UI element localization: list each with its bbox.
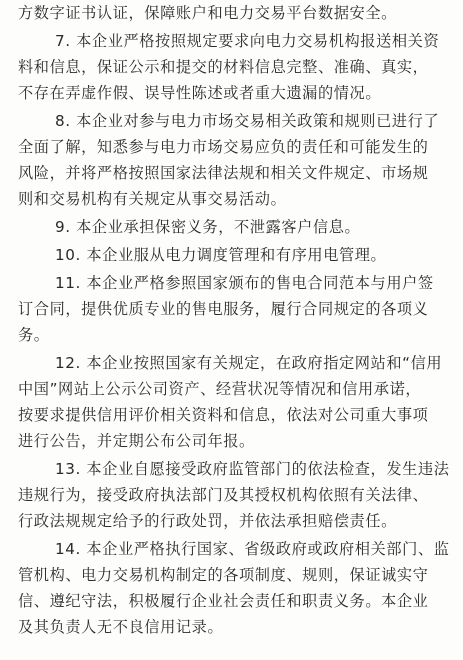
text-line: 则和交易机构有关规定从事交易活动。 (18, 190, 287, 208)
text-line: 方数字证书认证，保障账户和电力交易平台数据安全。 (18, 4, 397, 22)
text-line: 管机构、电力交易机构制定的各项制度、规则，保证诚实守 (18, 566, 429, 584)
text-line: 按要求提供信用评价相关资料和信息，依法对公司重大事项 (18, 406, 429, 424)
text-line: 11. 本企业严格参照国家颁布的售电合同范本与用户签 (55, 274, 434, 292)
text-line: 10. 本企业服从电力调度管理和有序用电管理。 (55, 246, 387, 264)
text-line: 进行公告，并定期公布公司年报。 (18, 432, 255, 450)
text-line: 及其负责人无不良信用记录。 (18, 618, 224, 636)
text-line: 中国”网站上公示公司资产、经营状况等情况和信用承诺， (18, 380, 422, 398)
text-line: 不存在弄虚作假、误导性陈述或者重大遗漏的情况。 (18, 84, 382, 102)
text-line: 13. 本企业自愿接受政府监管部门的依法检查，发生违法 (55, 460, 450, 478)
text-line: 料和信息，保证公示和提交的材料信息完整、准确、真实， (18, 58, 429, 76)
text-line: 订合同，提供优质专业的售电服务，履行合同规定的各项义 (18, 300, 429, 318)
text-line: 12. 本企业按照国家有关规定，在政府指定网站和“信用 (55, 354, 443, 372)
text-line: 务。 (18, 326, 50, 344)
text-line: 风险，并将严格按照国家法律法规和相关文件规定、市场规 (18, 164, 429, 182)
text-line: 信、遵纪守法，积极履行企业社会责任和职责义务。本企业 (18, 592, 429, 610)
text-line: 行政法规规定给予的行政处罚，并依法承担赔偿责任。 (18, 512, 397, 530)
text-line: 8. 本企业对参与电力市场交易相关政策和规则已进行了 (55, 112, 440, 130)
text-line: 全面了解，知悉参与电力市场交易应负的责任和可能发生的 (18, 138, 429, 156)
text-line: 7. 本企业严格按照规定要求向电力交易机构报送相关资 (55, 32, 440, 50)
text-line: 14. 本企业严格执行国家、省级政府或政府相关部门、监 (55, 540, 450, 558)
text-line: 9. 本企业承担保密义务，不泄露客户信息。 (55, 218, 361, 236)
text-line: 违规行为，接受政府执法部门及其授权机构依照有关法律、 (18, 486, 429, 504)
